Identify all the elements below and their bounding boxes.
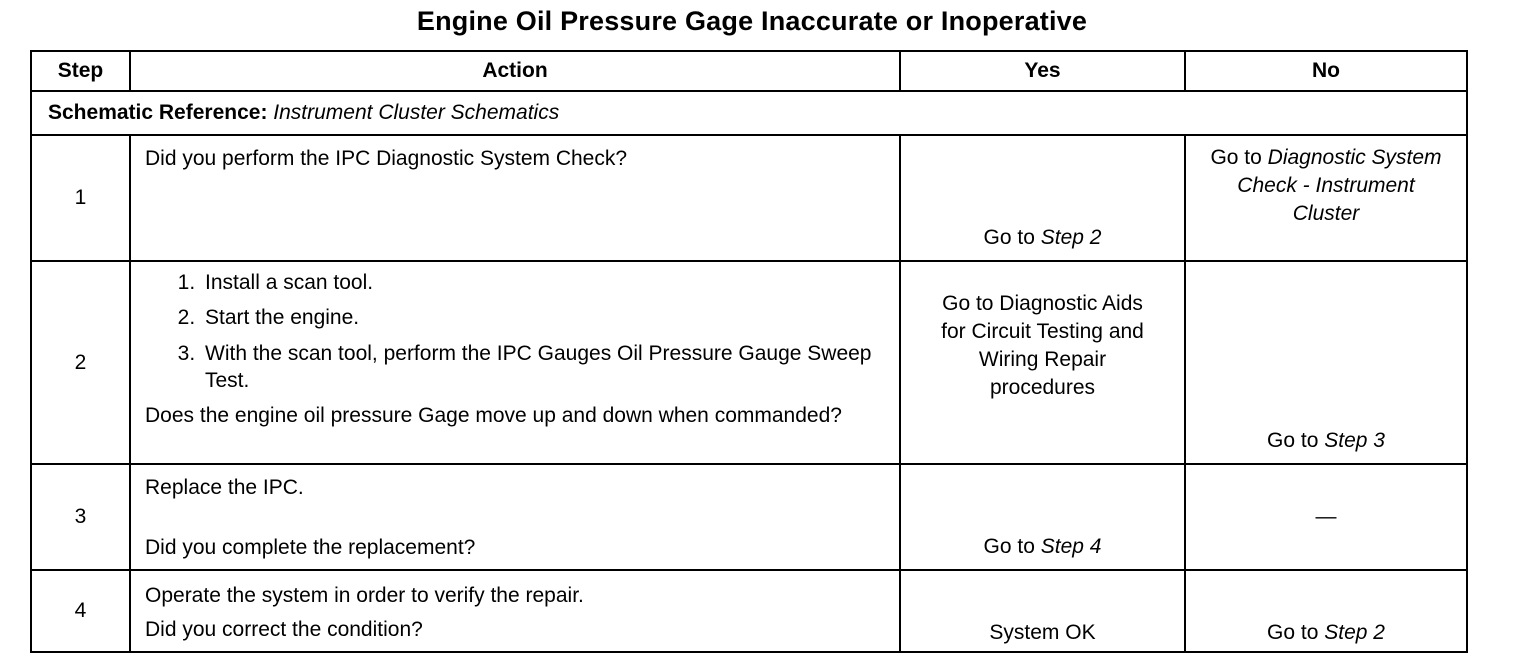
header-row xyxy=(31,51,1467,91)
yes-cell[interactable] xyxy=(900,135,1185,261)
no-dash: — xyxy=(1315,505,1337,528)
no-prefix: Go to xyxy=(1267,429,1319,452)
no-step-link[interactable]: Step 2 xyxy=(1324,621,1385,644)
yes-cell[interactable] xyxy=(900,464,1185,570)
action-cell xyxy=(130,261,900,464)
action-cell xyxy=(130,570,900,652)
action-cell xyxy=(130,135,900,261)
no-step-link[interactable]: Diagnostic System Check - Instrument Cluster xyxy=(1237,146,1442,225)
no-cell xyxy=(1185,464,1467,570)
schematic-link[interactable]: Instrument Cluster Schematics xyxy=(273,101,560,124)
step-number: 1 xyxy=(31,135,130,261)
no-cell[interactable] xyxy=(1185,135,1467,261)
action-question: Does the engine oil pressure Gage move up and down when commanded? xyxy=(145,404,842,427)
yes-cell[interactable] xyxy=(900,261,1185,464)
no-prefix: Go to xyxy=(1267,621,1319,644)
no-cell[interactable] xyxy=(1185,570,1467,652)
page-title: Engine Oil Pressure Gage Inaccurate or Inoperative xyxy=(416,6,1088,36)
table-row xyxy=(31,570,1467,652)
action-question: Did you complete the replacement? xyxy=(145,536,476,559)
schematic-row xyxy=(31,91,1467,135)
yes-text: System OK xyxy=(989,621,1096,644)
no-prefix: Go to xyxy=(1210,146,1262,169)
action-question: Did you correct the condition? xyxy=(145,618,423,641)
header-yes: Yes xyxy=(900,51,1185,91)
no-cell[interactable] xyxy=(1185,261,1467,464)
step-number: 2 xyxy=(31,261,130,464)
header-step: Step xyxy=(31,51,130,91)
action-text: Did you perform the IPC Diagnostic System Check? xyxy=(145,147,628,170)
action-text: Operate the system in order to verify the repair. xyxy=(145,584,584,607)
header-no: No xyxy=(1185,51,1467,91)
action-text: Replace the IPC. xyxy=(145,476,304,499)
yes-step-link[interactable]: Step 2 xyxy=(1040,226,1102,249)
step-number: 4 xyxy=(31,570,130,652)
yes-step-link[interactable]: Step 4 xyxy=(1040,535,1102,558)
list-item: 2. Start the engine. xyxy=(201,305,885,331)
table-row xyxy=(31,261,1467,464)
header-action: Action xyxy=(130,51,900,91)
action-list xyxy=(145,270,885,394)
yes-prefix: Go to xyxy=(983,226,1035,249)
diagnostic-table xyxy=(30,50,1468,653)
table-row xyxy=(31,464,1467,570)
step-number: 3 xyxy=(31,464,130,570)
list-item: 1. Install a scan tool. xyxy=(201,270,885,296)
yes-cell[interactable] xyxy=(900,570,1185,652)
yes-prefix: Go to xyxy=(983,535,1035,558)
list-item: 3. With the scan tool, perform the IPC Gauges Oil Pressure Gauge Sweep Test. xyxy=(201,340,885,394)
schematic-reference xyxy=(31,91,1467,135)
action-cell xyxy=(130,464,900,570)
table-row xyxy=(31,135,1467,261)
yes-text: Go to Diagnostic Aids for Circuit Testing and Wiring Repair procedures xyxy=(941,292,1144,399)
no-step-link[interactable]: Step 3 xyxy=(1324,429,1385,452)
schematic-label: Schematic Reference: xyxy=(48,101,268,124)
